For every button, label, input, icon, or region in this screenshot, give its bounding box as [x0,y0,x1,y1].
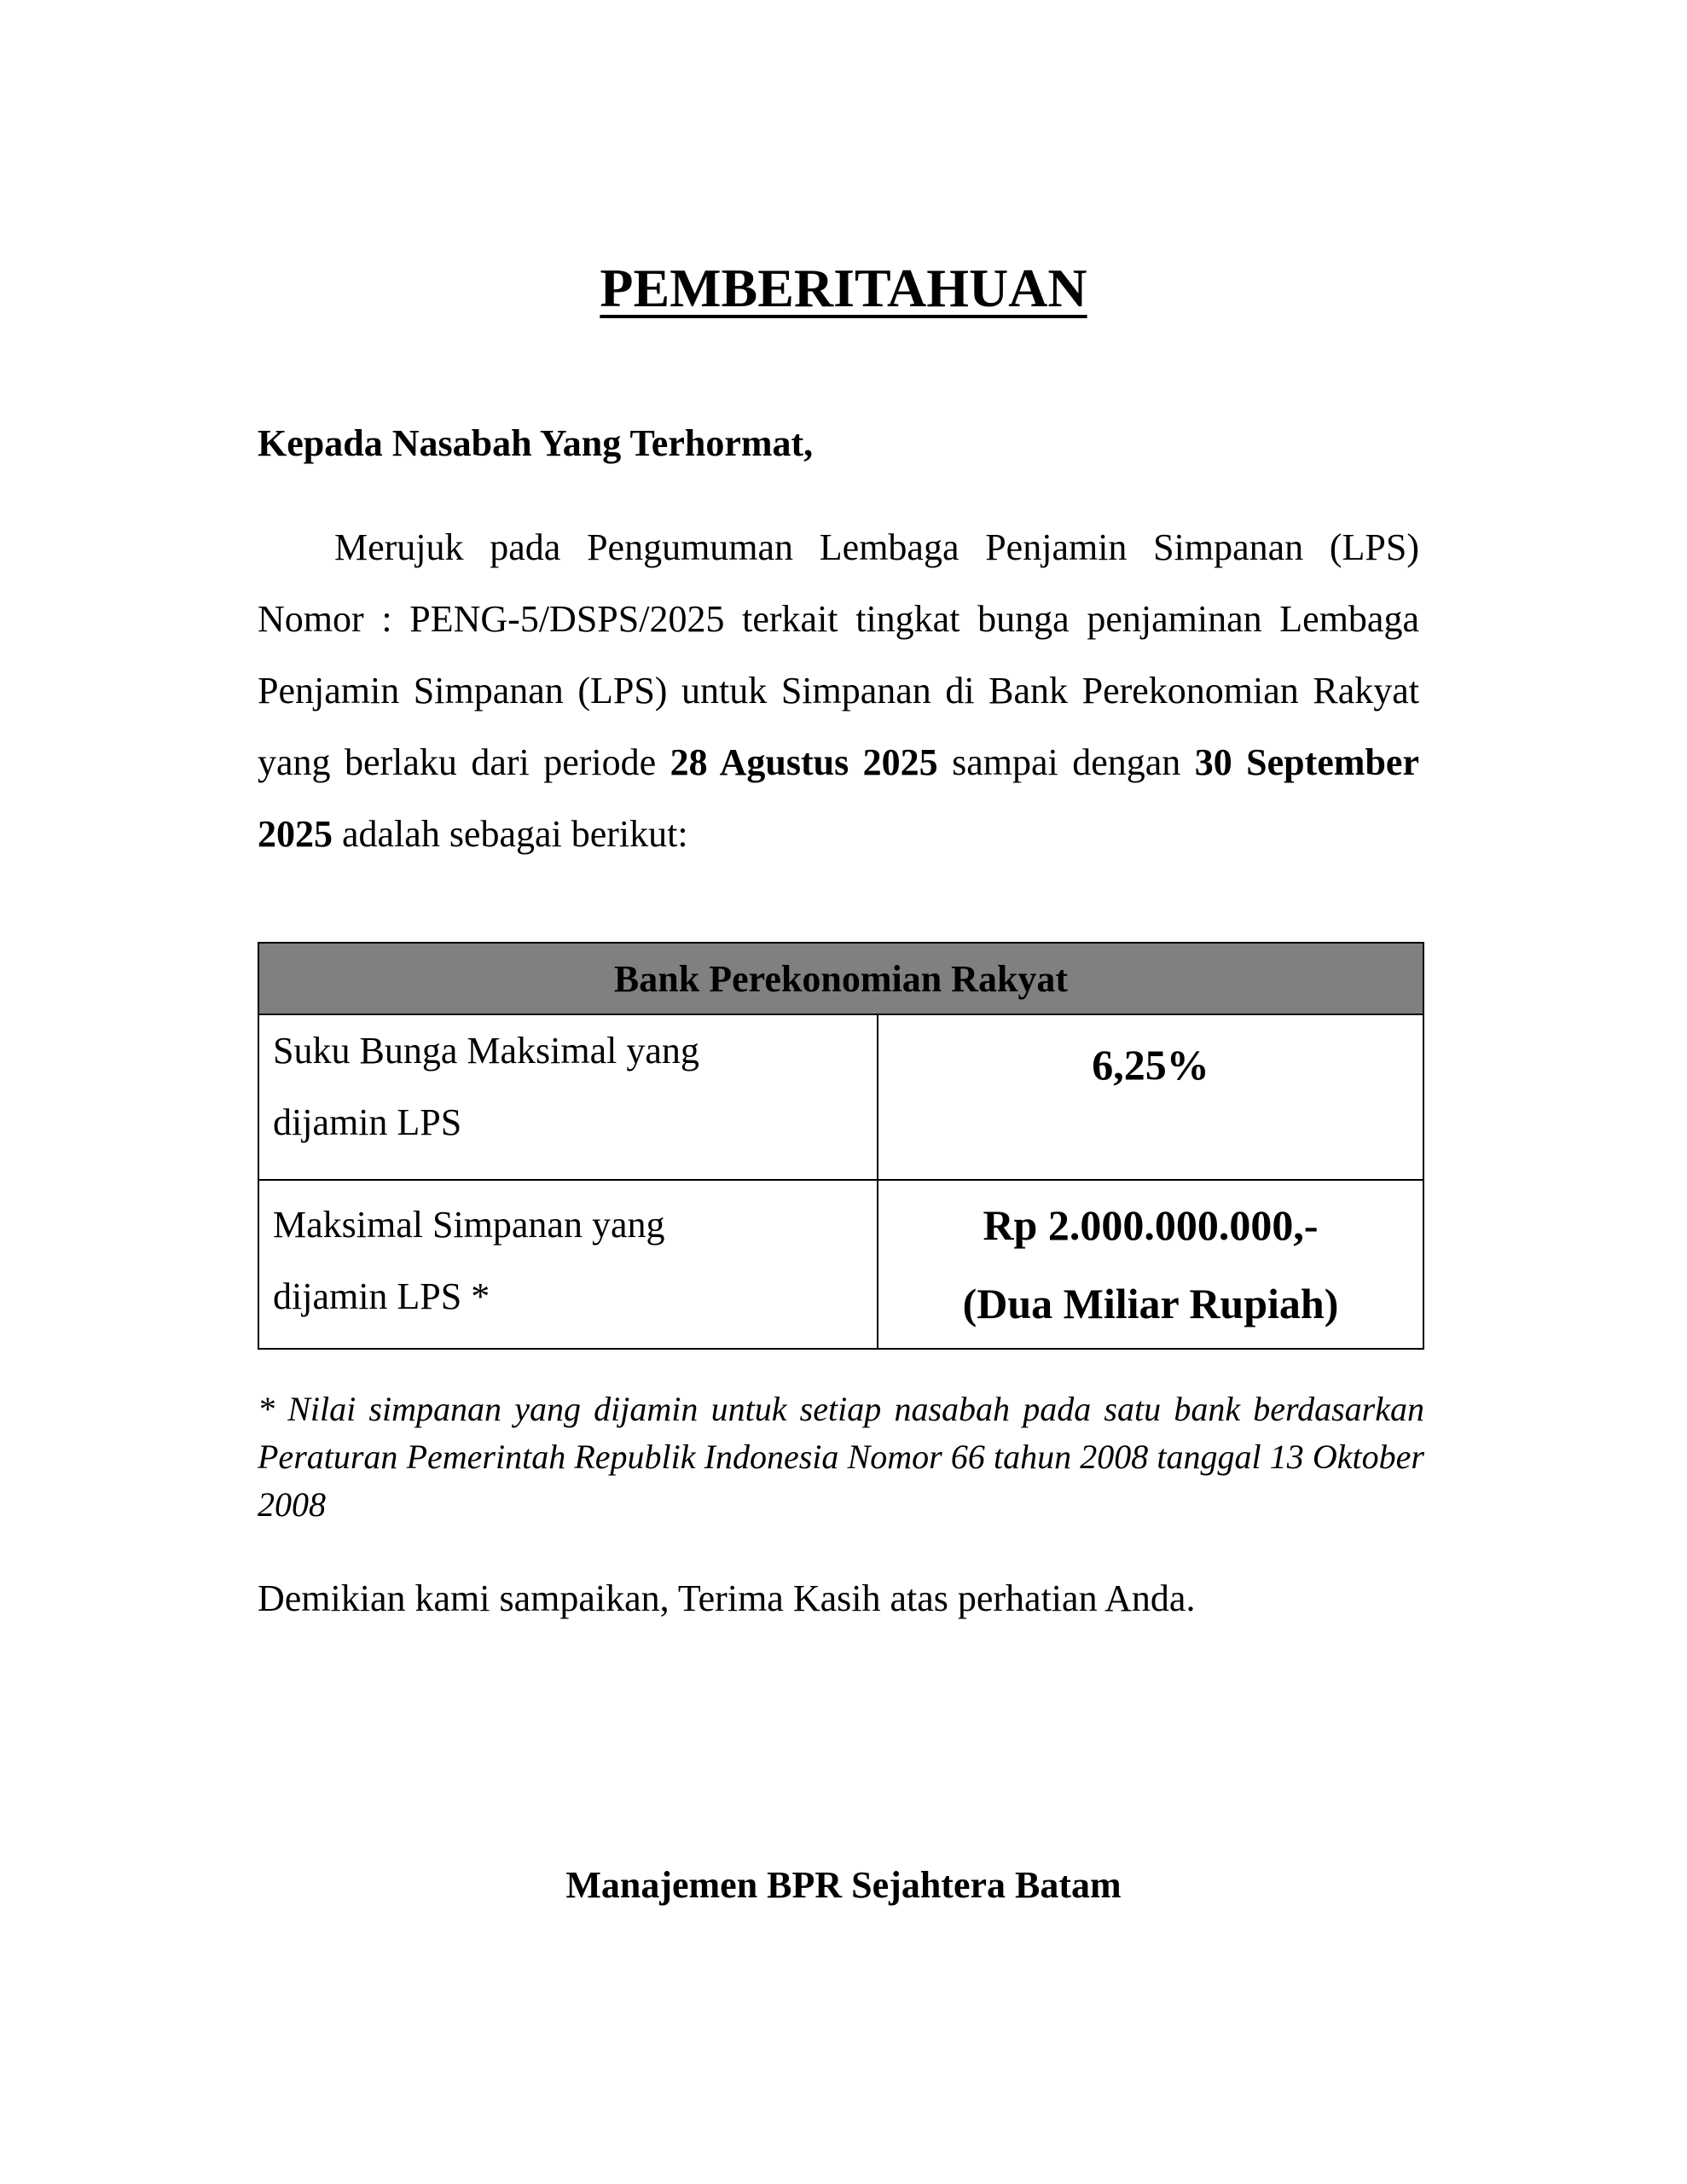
table-row [258,1180,1423,1349]
lps-guarantee-table [258,942,1424,1350]
table-cell-label [258,1014,878,1180]
date-end: 30 September 2025 [258,741,1419,855]
footnote: * Nilai simpanan yang dijamin untuk setiap nasabah pada satu bank berdasarkan Peraturan Pemerintah Republik Indonesia Nomor 66 tahun 2008 tanggal 13 Oktober 2008 [258,1390,1424,1524]
table-cell-label [258,1180,878,1349]
body-paragraph [258,512,1419,870]
table-row [258,1014,1423,1180]
page-title [0,254,1687,322]
max-deposit-amount: Rp 2.000.000.000,- [983,1201,1319,1249]
label-line: dijamin LPS * [273,1275,490,1317]
label-line: Maksimal Simpanan yang [273,1204,665,1246]
date-start: 28 Agustus 2025 [670,741,938,783]
table-cell-value [878,1180,1423,1349]
salutation: Kepada Nasabah Yang Terhormat, [258,422,814,464]
paragraph-text-1: Merujuk pada Pengumuman Lembaga Penjamin Simpanan (LPS) Nomor : PENG-5/DSPS/2025 terkait tingkat bunga penjaminan Lembaga Penjamin Simpanan (LPS) untuk Simpanan di Bank Perekonomian Rakyat yang berlaku dari periode [258,526,1419,783]
max-deposit-words: (Dua Miliar Rupiah) [962,1280,1339,1327]
table-cell-value [878,1014,1423,1180]
signature: Manajemen BPR Sejahtera Batam [565,1864,1122,1906]
paragraph-text-3: adalah sebagai berikut: [333,813,688,855]
paragraph-text-2: sampai dengan [937,741,1195,783]
max-interest-rate: 6,25% [1092,1041,1209,1089]
closing-text: Demikian kami sampaikan, Terima Kasih atas perhatian Anda. [258,1577,1196,1619]
label-line: Suku Bunga Maksimal yang [273,1030,699,1072]
table-header-row [258,943,1423,1014]
title-text: PEMBERITAHUAN [600,258,1087,318]
table-header: Bank Perekonomian Rakyat [258,943,1423,1014]
label-line: dijamin LPS [273,1101,462,1143]
